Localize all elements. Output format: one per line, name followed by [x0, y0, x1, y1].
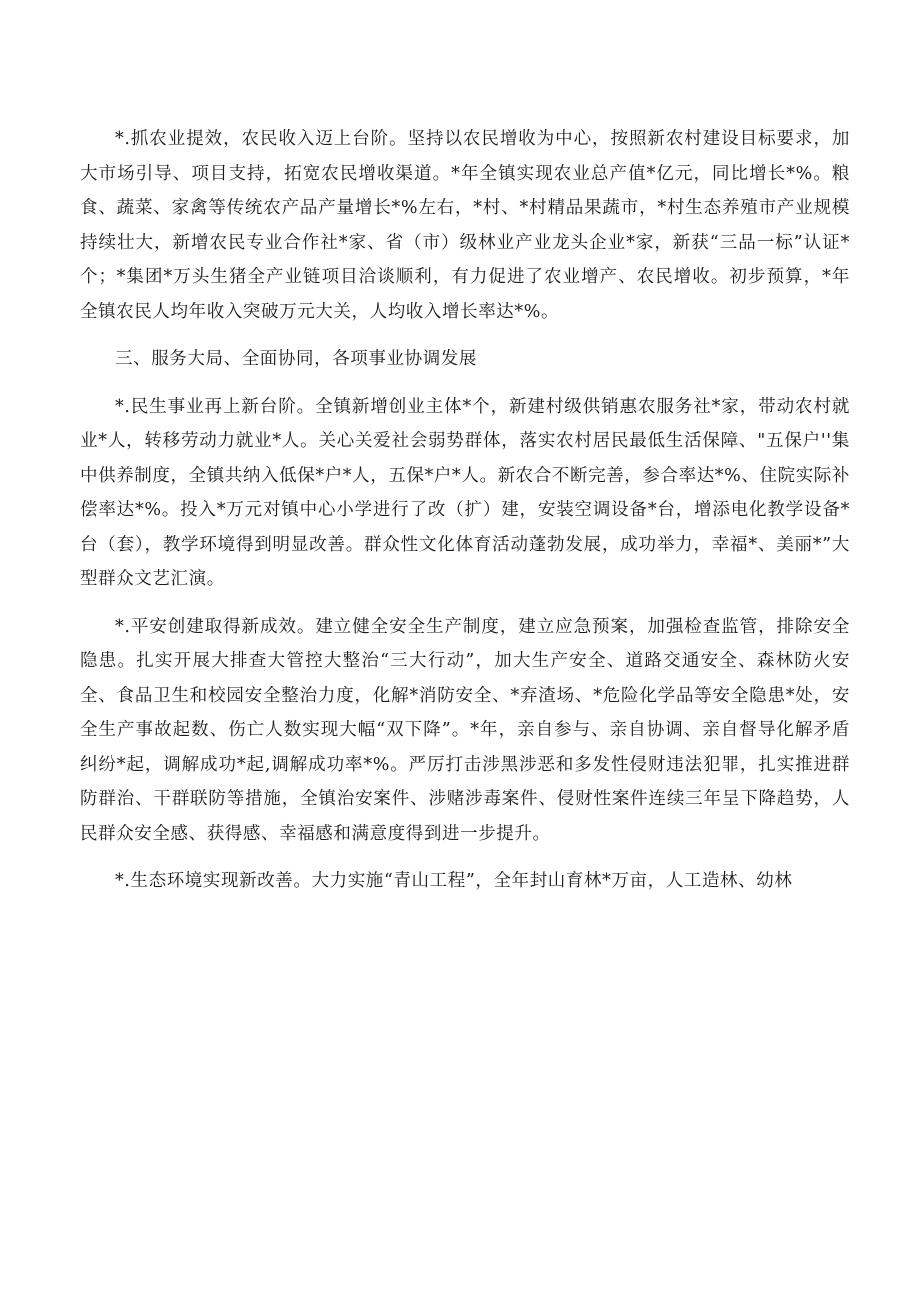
paragraph-safety: *.平安创建取得新成效。建立健全安全生产制度，建立应急预案，加强检查监管，排除安全隐患。扎实开展大排查大管控大整治“三大行动”，加大生产安全、道路交通安全、森林防火安全、食品卫生和校园安全整治力度，化解*消防安全、*弃渣场、*危险化学品等安全隐患*处，安全生产事故起数、伤亡人数实现大幅“双下降”。*年，亲自参与、亲自协调、亲自督导化解矛盾纠纷*起，调解成功*起,调解成功率*%。严厉打击涉黑涉恶和多发性侵财违法犯罪，扎实推进群防群治、干群联防等措施，全镇治安案件、涉赌涉毒案件、侵财性案件连续三年呈下降趋势，人民群众安全感、获得感、幸福感和满意度得到进一步提升。: [80, 616, 850, 844]
section-heading: 三、服务大局、全面协同，各项事业协调发展: [115, 349, 477, 369]
paragraph-ecology: *.生态环境实现新改善。大力实施“青山工程”，全年封山育林*万亩，人工造林、幼林: [115, 871, 793, 891]
paragraph-livelihood: *.民生事业再上新台阶。全镇新增创业主体*个，新建村级供销惠农服务社*家，带动农村就业*人，转移劳动力就业*人。关心关爱社会弱势群体，落实农村居民最低生活保障、"五保户''集中供养制度，全镇共纳入低保*户*人，五保*户*人。新农合不断完善，参合率达*%、住院实际补偿率达*%。投入*万元对镇中心小学进行了改（扩）建，安装空调设备*台，增添电化教学设备*台（套），教学环境得到明显改善。群众性文化体育活动蓬勃发展，成功举力，幸福*、美丽*”大型群众文艺汇演。: [80, 396, 850, 589]
paragraph-agriculture: *.抓农业提效，农民收入迈上台阶。坚持以农民增收为中心，按照新农村建设目标要求，加大市场引导、项目支持，拓宽农民增收渠道。*年全镇实现农业总产值*亿元，同比增长*%。粮食、蔬菜、家禽等传统农产品产量增长*%左右，*村、*村精品果蔬市，*村生态养殖市产业规模持续壮大，新增农民专业合作社*家、省（市）级林业产业龙头企业*家，新获“三品一标”认证*个；*集团*万头生猪全产业链项目洽谈顺利，有力促进了农业增产、农民增收。初步预算，*年全镇农民人均年收入突破万元大关，人均收入增长率达*%。: [80, 129, 850, 322]
document-page: [80, 122, 850, 899]
